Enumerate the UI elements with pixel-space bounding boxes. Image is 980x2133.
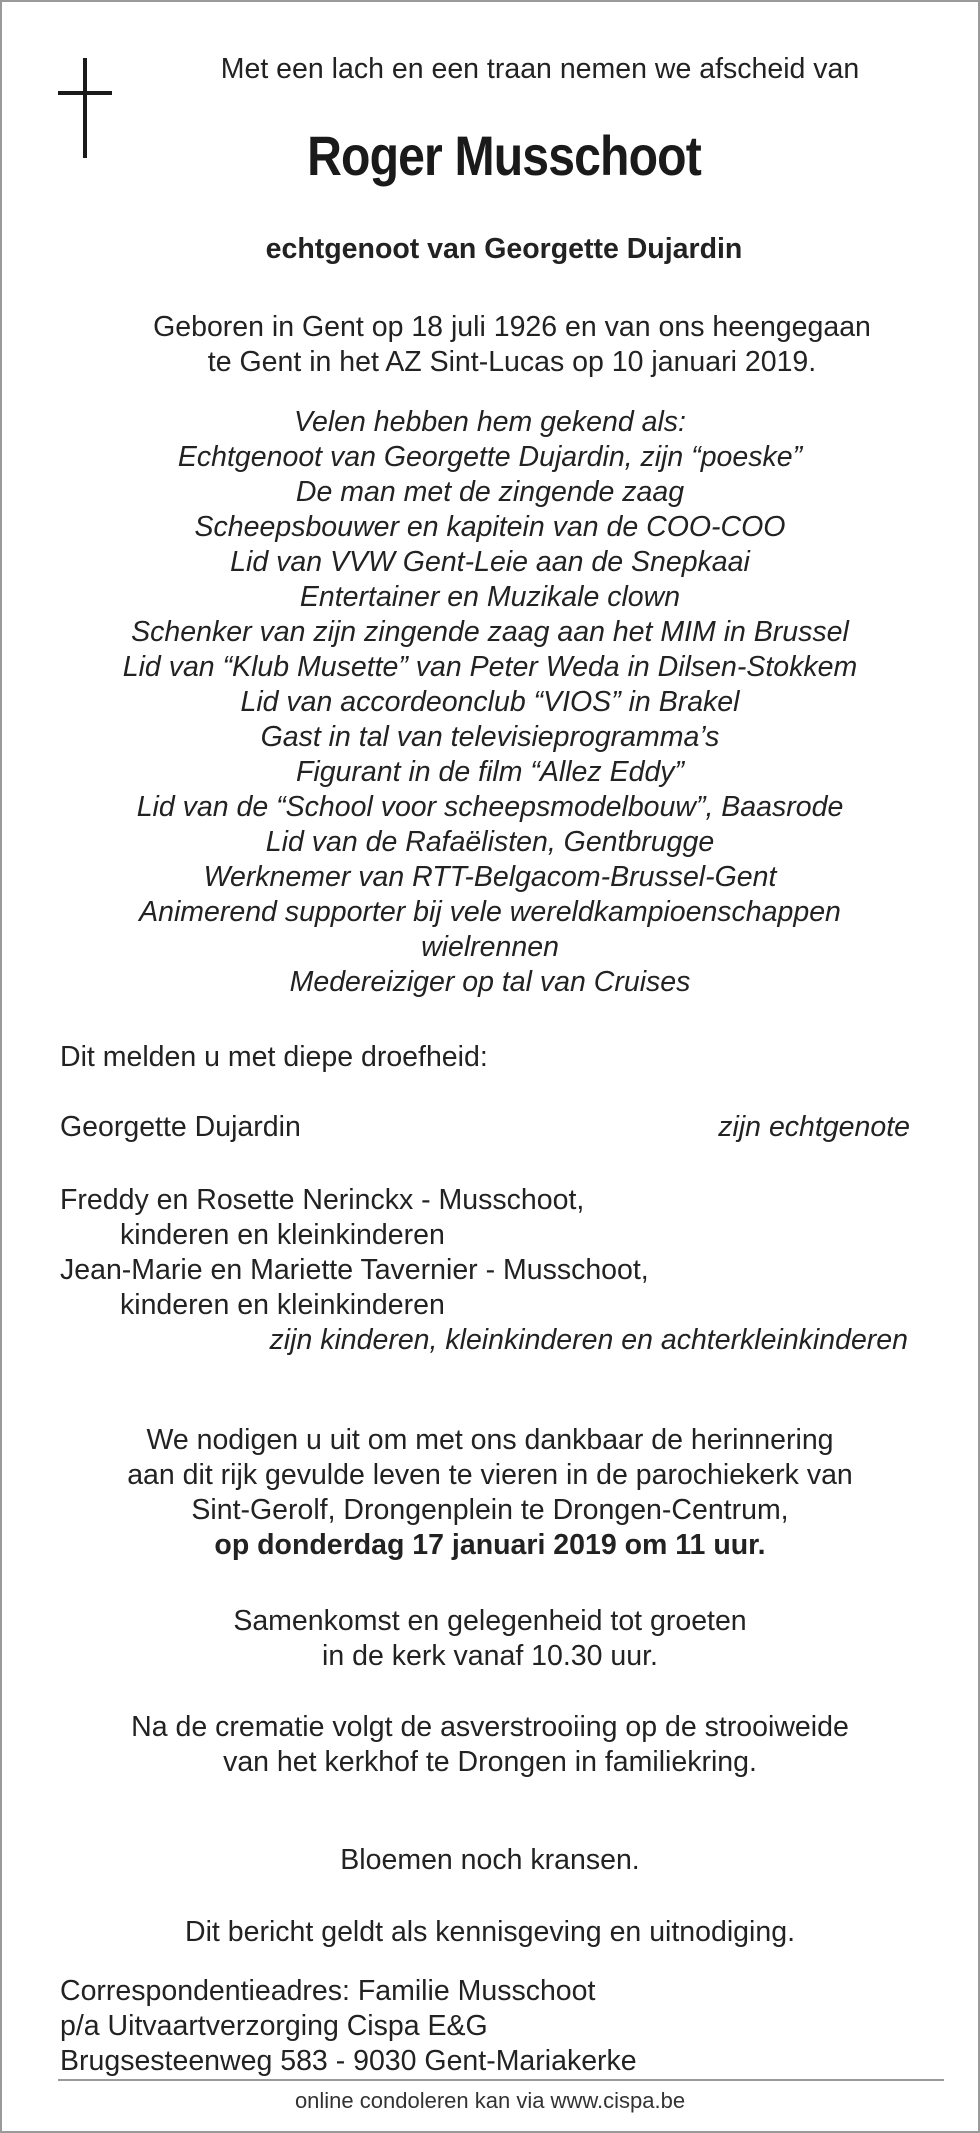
ceremony-line: aan dit rijk gevulde leven te vieren in de parochiekerk van (127, 1459, 853, 1491)
known-as-line: Lid van “Klub Musette” van Peter Weda in Dilsen-Stokkem (122, 651, 858, 683)
birth-line-1: Geboren in Gent op 18 juli 1926 en van ons heengegaan (153, 311, 871, 343)
known-as-line: De man met de zingende zaag (295, 476, 685, 508)
flowers-line: Bloemen noch kransen. (340, 1844, 640, 1876)
spouse-line: echtgenoot van Georgette Dujardin (265, 233, 743, 265)
intro-line: Met een lach en een traan nemen we afscheid van (220, 53, 860, 85)
known-as-line: Gast in tal van televisieprogramma’s (260, 721, 720, 753)
known-as-line: Velen hebben hem gekend als: (294, 406, 686, 438)
known-as-line: Entertainer en Muzikale clown (299, 581, 681, 613)
cremation-line: van het kerkhof te Drongen in familiekring. (223, 1746, 757, 1778)
spouse-role: zijn echtgenote (718, 1111, 910, 1143)
closing-role: zijn kinderen, kleinkinderen en achterkleinkinderen (269, 1324, 908, 1356)
correspondence-line: p/a Uitvaartverzorging Cispa E&G (60, 2010, 488, 2042)
gathering-line: in de kerk vanaf 10.30 uur. (322, 1640, 658, 1672)
child1-name: Freddy en Rosette Nerinckx - Musschoot, (60, 1184, 585, 1216)
child1-sub: kinderen en kleinkinderen (120, 1219, 445, 1251)
gathering-line: Samenkomst en gelegenheid tot groeten (233, 1605, 747, 1637)
known-as-line: wielrennen (421, 931, 559, 963)
correspondence-line: Brugsesteenweg 583 - 9030 Gent-Mariakerke (60, 2045, 637, 2077)
known-as-line: Lid van de “School voor scheepsmodelbouw”, Baasrode (136, 791, 844, 823)
condolence-link[interactable]: online condoleren kan via www.cispa.be (294, 2088, 686, 2113)
known-as-line: Figurant in de film “Allez Eddy” (295, 756, 685, 788)
cremation-line: Na de crematie volgt de asverstrooiing op de strooiweide (131, 1711, 849, 1743)
known-as-line: Werknemer van RTT-Belgacom-Brussel-Gent (203, 861, 777, 893)
known-as-line: Animerend supporter bij vele wereldkampioenschappen (139, 896, 841, 928)
known-as-line: Medereiziger op tal van Cruises (289, 966, 691, 998)
spouse-name: Georgette Dujardin (60, 1111, 301, 1143)
ceremony-line: We nodigen u uit om met ons dankbaar de herinnering (146, 1424, 834, 1456)
known-as-line: Schenker van zijn zingende zaag aan het MIM in Brussel (131, 616, 849, 648)
known-as-line: Lid van accordeonclub “VIOS” in Brakel (240, 686, 740, 718)
birth-line-2: te Gent in het AZ Sint-Lucas op 10 januari 2019. (207, 346, 817, 378)
known-as-line: Scheepsbouwer en kapitein van de COO-COO (194, 511, 786, 543)
ceremony-date: op donderdag 17 januari 2019 om 11 uur. (214, 1529, 766, 1561)
correspondence-line: Correspondentieadres: Familie Musschoot (60, 1975, 596, 2007)
family-intro: Dit melden u met diepe droefheid: (60, 1041, 488, 1073)
child2-name: Jean-Marie en Mariette Tavernier - Musschoot, (60, 1254, 649, 1286)
notice-line: Dit bericht geldt als kennisgeving en uitnodiging. (185, 1916, 795, 1948)
ceremony-line: Sint-Gerolf, Drongenplein te Drongen-Centrum, (191, 1494, 789, 1526)
footer-divider (58, 2079, 944, 2081)
deceased-name: Roger Musschoot (307, 124, 701, 187)
known-as-line: Echtgenoot van Georgette Dujardin, zijn “poeske” (177, 441, 803, 473)
known-as-line: Lid van de Rafaëlisten, Gentbrugge (265, 826, 715, 858)
known-as-line: Lid van VVW Gent-Leie aan de Snepkaai (230, 546, 750, 578)
child2-sub: kinderen en kleinkinderen (120, 1289, 445, 1321)
